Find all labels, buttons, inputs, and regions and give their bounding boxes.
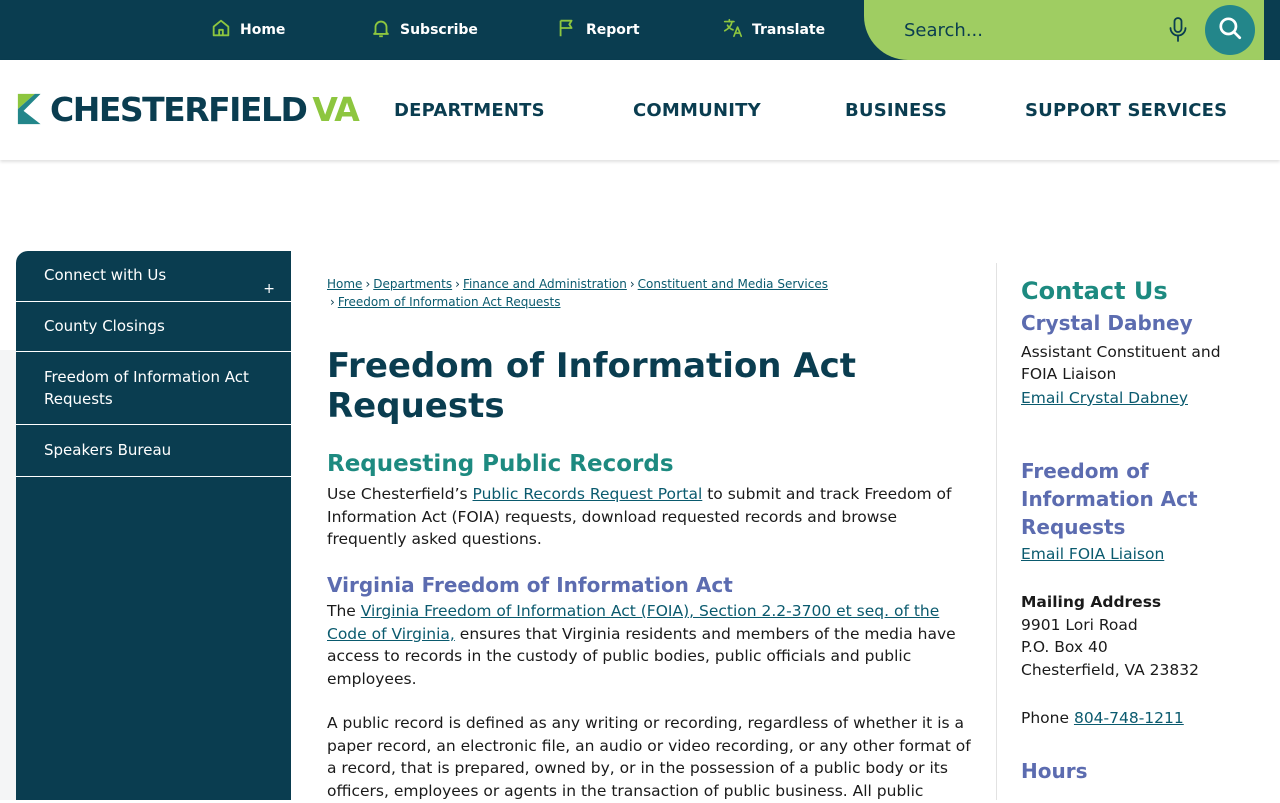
sidebar-item-connect[interactable] — [16, 251, 291, 302]
sidebar-item-speakers-bureau[interactable] — [16, 425, 291, 477]
sidebar-item-label: Freedom of Information Act Requests — [44, 368, 249, 408]
breadcrumb-separator: › — [629, 277, 635, 291]
translate-icon — [722, 17, 744, 43]
breadcrumb — [327, 275, 967, 311]
nav-subscribe-label: Subscribe — [400, 22, 478, 38]
sidebar-item-label: Connect with Us — [44, 266, 167, 284]
email-foia-liaison-link[interactable]: Email FOIA Liaison — [1021, 545, 1165, 563]
breadcrumb-finance[interactable]: Finance and Administration — [462, 277, 627, 291]
section-heading-virginia-foia: Virginia Freedom of Information Act — [327, 573, 733, 597]
contact-role: Assistant Constituent and FOIA Liaison — [1021, 343, 1221, 383]
breadcrumb-separator: › — [365, 277, 371, 291]
home-icon — [210, 17, 232, 43]
nav-translate[interactable] — [722, 0, 825, 60]
mainnav-departments[interactable]: DEPARTMENTS — [394, 99, 545, 121]
breadcrumb-separator: › — [455, 277, 460, 291]
contact-email-wrap — [1021, 389, 1261, 407]
foia-email-wrap — [1021, 545, 1261, 563]
section-paragraph-requesting — [327, 483, 972, 551]
logo-text: CHESTERFIELD — [50, 89, 307, 129]
sidebar-item-label: Speakers Bureau — [44, 441, 172, 459]
paragraph-text: The — [327, 602, 361, 620]
nav-home[interactable] — [210, 0, 285, 60]
email-crystal-dabney-link[interactable]: Email Crystal Dabney — [1021, 389, 1188, 407]
nav-home-label: Home — [240, 22, 286, 38]
page-title: Freedom of Information Act Requests — [327, 346, 857, 426]
mainnav-community[interactable]: COMMUNITY — [633, 99, 761, 121]
nav-translate-label: Translate — [752, 22, 826, 38]
mainnav-support-services[interactable]: SUPPORT SERVICES — [1025, 99, 1228, 121]
sidebar-item-label: County Closings — [44, 317, 165, 335]
section-heading-requesting: Requesting Public Records — [327, 451, 674, 477]
paragraph-text: to submit and track Freedom of Information Act (FOIA) requests, download requested records and browse frequently asked questions. — [327, 485, 952, 549]
address-line-3: Chesterfield, VA 23832 — [1021, 661, 1199, 679]
expand-icon[interactable]: + — [263, 281, 275, 297]
foia-contact-heading: Freedom of Information Act Requests — [1021, 459, 1198, 539]
phone-row — [1021, 709, 1261, 727]
bell-icon — [370, 17, 392, 43]
contact-sidebar — [996, 263, 1280, 800]
site-logo[interactable] — [16, 90, 358, 128]
logo-mark-icon — [16, 91, 50, 127]
nav-report-label: Report — [586, 22, 640, 38]
phone-label: Phone — [1021, 709, 1074, 727]
paragraph-text: ensures that Virginia residents and members of the media have access to records in the custody of public bodies, public officials and public employees. — [327, 624, 956, 689]
sidebar-nav — [16, 251, 291, 800]
section-paragraph-virginia-foia — [327, 600, 972, 691]
breadcrumb-home[interactable]: Home — [327, 277, 363, 291]
microphone-icon[interactable] — [1166, 16, 1190, 44]
search-input[interactable] — [904, 14, 1144, 46]
contact-heading: Contact Us — [1021, 277, 1168, 305]
nav-subscribe[interactable] — [370, 0, 478, 60]
hours-heading: Hours — [1021, 759, 1088, 783]
logo-va: VA — [312, 89, 359, 129]
sidebar-item-county-closings[interactable] — [16, 302, 291, 352]
breadcrumb-constituent[interactable]: Constituent and Media Services — [637, 277, 828, 291]
address-line-1: 9901 Lori Road — [1021, 616, 1138, 634]
contact-name: Crystal Dabney — [1021, 311, 1193, 335]
flag-icon — [556, 17, 578, 43]
section-paragraph-public-record: A public record is defined as any writing or recording, regardless of whether it is a paper record, an electronic file, an audio or video recording, or any other format of a record, that is prepared, owned by, or in the possession of a public body or its officers, employees or agents in the transaction of public business. All public — [327, 714, 971, 801]
mailing-address-label: Mailing Address — [1021, 593, 1162, 611]
main-content — [291, 251, 996, 800]
paragraph-text: Use Chesterfield’s — [327, 485, 473, 503]
address-line-2: P.O. Box 40 — [1021, 638, 1108, 656]
breadcrumb-separator: › — [330, 295, 335, 309]
phone-link[interactable]: 804-748-1211 — [1073, 709, 1184, 727]
search-icon — [1217, 15, 1243, 45]
search-button[interactable] — [1205, 5, 1255, 55]
breadcrumb-departments[interactable]: Departments — [373, 277, 453, 291]
mainnav-business[interactable]: BUSINESS — [845, 99, 948, 121]
nav-report[interactable] — [556, 0, 640, 60]
public-records-portal-link[interactable]: Public Records Request Portal — [472, 485, 703, 503]
breadcrumb-foia[interactable]: Freedom of Information Act Requests — [337, 295, 561, 309]
virginia-foia-code-link[interactable]: Virginia Freedom of Information Act (FOIA), Section 2.2-3700 et seq. of the Code of Virginia, — [327, 602, 940, 643]
sidebar-item-foia[interactable] — [16, 352, 291, 425]
